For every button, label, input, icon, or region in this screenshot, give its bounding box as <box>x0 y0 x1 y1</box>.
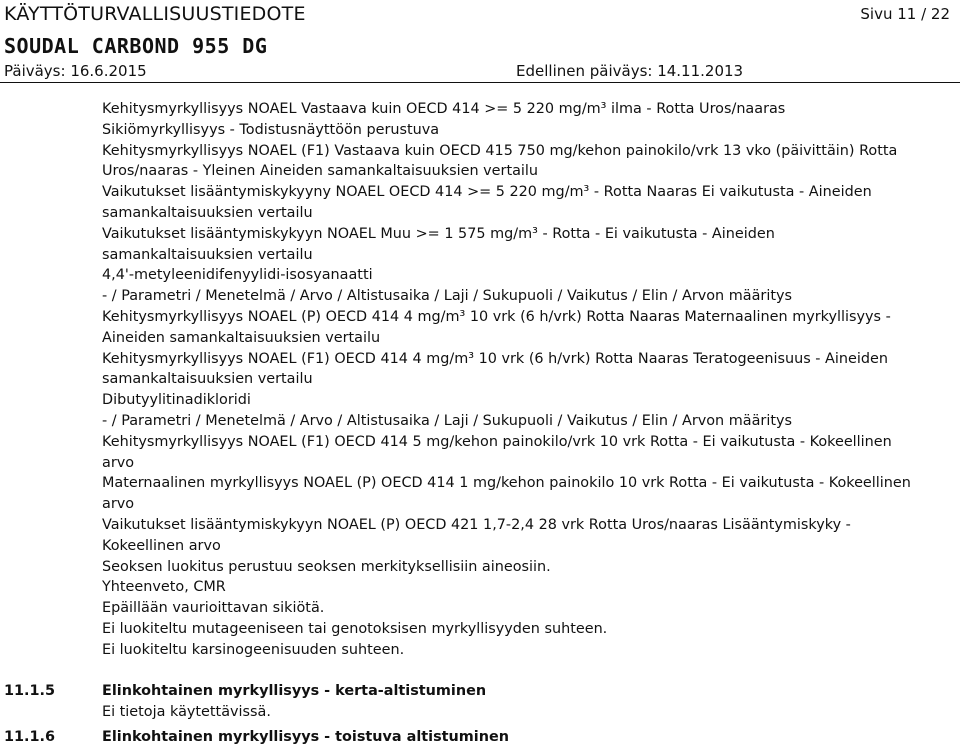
substance-name: Dibutyylitinadikloridi <box>102 392 251 409</box>
parameter-header: - / Parametri / Menetelmä / Arvo / Altistusaika / Laji / Sukupuoli / Vaikutus / Elin / Arvon määritys <box>102 288 792 305</box>
text-line: Ei luokiteltu karsinogeenisuuden suhteen. <box>102 641 405 658</box>
parameter-header: - / Parametri / Menetelmä / Arvo / Altistusaika / Laji / Sukupuoli / Vaikutus / Elin / Arvon määritys <box>102 412 792 429</box>
text-line: arvo <box>102 454 135 471</box>
text-line: Kehitysmyrkyllisyys NOAEL (F1) OECD 414 4 mg/m³ 10 vrk (6 h/vrk) Rotta Naaras Teratogeenisuus - Aineiden <box>102 350 888 367</box>
section-heading: Elinkohtainen myrkyllisyys - kerta-altistuminen <box>102 683 487 699</box>
text-line: Uros/naaras - Yleinen Aineiden samankaltaisuuksien vertailu <box>102 163 539 180</box>
text-line: Kehitysmyrkyllisyys NOAEL (P) OECD 414 4 mg/m³ 10 vrk (6 h/vrk) Rotta Naaras Maternaalinen myrkyllisyys - <box>102 308 891 325</box>
section-number: 11.1.6 <box>4 729 55 745</box>
document-title: KÄYTTÖTURVALLISUUSTIEDOTE <box>4 3 306 25</box>
text-line: samankaltaisuuksien vertailu <box>102 204 313 221</box>
previous-revision-date: Edellinen päiväys: 14.11.2013 <box>516 62 744 80</box>
text-line: Seoksen luokitus perustuu seoksen merkityksellisiin aineosiin. <box>102 558 551 575</box>
header-divider <box>0 82 960 83</box>
section-number: 11.1.5 <box>4 683 55 699</box>
summary-title: Yhteenveto, CMR <box>102 579 226 596</box>
page-number: Sivu 11 / 22 <box>860 5 950 23</box>
text-line: Vaikutukset lisääntymiskykyyn NOAEL (P) OECD 421 1,7-2,4 28 vrk Rotta Uros/naaras Lisääntymiskyky - <box>102 516 851 533</box>
text-line: samankaltaisuuksien vertailu <box>102 371 313 388</box>
text-line: Vaikutukset lisääntymiskykyyn NOAEL Muu >= 1 575 mg/m³ - Rotta - Ei vaikutusta - Aineiden <box>102 225 775 242</box>
text-line: Kehitysmyrkyllisyys NOAEL Vastaava kuin OECD 414 >= 5 220 mg/m³ ilma - Rotta Uros/naaras <box>102 101 786 117</box>
substance-name: 4,4'-metyleenidifenyylidi-isosyanaatti <box>102 267 373 284</box>
text-line: Epäillään vaurioittavan sikiötä. <box>102 600 325 617</box>
text-line: samankaltaisuuksien vertailu <box>102 246 313 263</box>
section-heading: Elinkohtainen myrkyllisyys - toistuva altistuminen <box>102 729 509 745</box>
revision-date: Päiväys: 16.6.2015 <box>4 62 147 80</box>
text-line: Aineiden samankaltaisuuksien vertailu <box>102 329 381 346</box>
product-name: SOUDAL CARBOND 955 DG <box>4 34 268 58</box>
section-body: Ei tietoja käytettävissä. <box>102 704 271 720</box>
text-line: Ei luokiteltu mutageeniseen tai genotoksisen myrkyllisyyden suhteen. <box>102 620 608 637</box>
text-line: Kehitysmyrkyllisyys NOAEL (F1) Vastaava kuin OECD 415 750 mg/kehon painokilo/vrk 13 vko (päivittäin) Rotta <box>102 142 898 159</box>
text-line: Kehitysmyrkyllisyys NOAEL (F1) OECD 414 5 mg/kehon painokilo/vrk 10 vrk Rotta - Ei vaikutusta - Kokeellinen <box>102 433 892 450</box>
text-line: Kokeellinen arvo <box>102 537 221 554</box>
text-line: Sikiömyrkyllisyys - Todistusnäyttöön perustuva <box>102 121 440 138</box>
toxicity-text-block <box>102 99 952 661</box>
text-line: arvo <box>102 496 135 513</box>
text-line: Maternaalinen myrkyllisyys NOAEL (P) OECD 414 1 mg/kehon painokilo 10 vrk Rotta - Ei vaikutusta - Kokeellinen <box>102 475 911 492</box>
text-line: Vaikutukset lisääntymiskykyyny NOAEL OECD 414 >= 5 220 mg/m³ - Rotta Naaras Ei vaikutusta - Aineiden <box>102 184 872 201</box>
